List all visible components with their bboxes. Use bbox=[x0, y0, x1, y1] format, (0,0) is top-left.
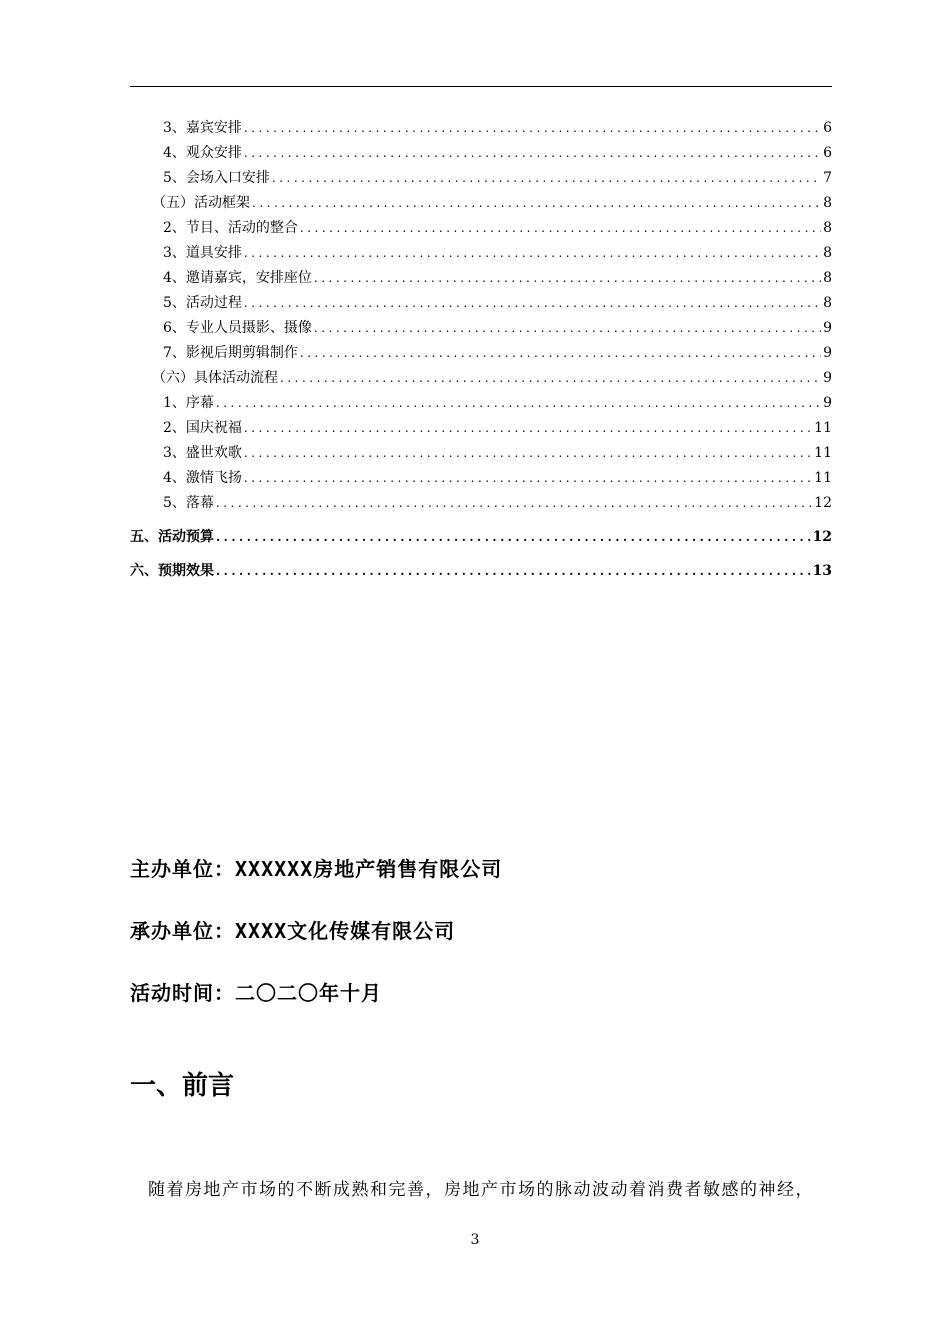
toc-entry-label: （六）具体活动流程 bbox=[152, 370, 278, 386]
toc-entry-page: 12 bbox=[812, 529, 832, 545]
toc-entry[interactable] bbox=[130, 116, 832, 141]
toc-entry[interactable] bbox=[130, 491, 832, 516]
toc-entry[interactable] bbox=[130, 366, 832, 391]
toc-leader-dots bbox=[252, 191, 821, 216]
toc-entry-page: 11 bbox=[814, 420, 832, 436]
header-rule bbox=[130, 86, 832, 87]
toc-entry[interactable] bbox=[130, 266, 832, 291]
toc-leader-dots bbox=[244, 291, 821, 316]
toc-entry-page: 6 bbox=[823, 145, 832, 161]
host-unit: 主办单位：XXXXXX房地产销售有限公司 bbox=[130, 857, 503, 881]
toc-leader-dots bbox=[244, 141, 821, 166]
toc-leader-dots bbox=[244, 116, 821, 141]
toc-entry[interactable] bbox=[130, 391, 832, 416]
toc-entry-page: 8 bbox=[823, 195, 832, 211]
toc-leader-dots bbox=[300, 216, 821, 241]
toc-entry-label: 五、活动预算 bbox=[130, 529, 214, 545]
toc-entry-page: 9 bbox=[823, 345, 832, 361]
page-number: 3 bbox=[470, 1232, 480, 1248]
toc-entry-label: 4、激情飞扬 bbox=[163, 470, 242, 486]
toc-entry-page: 8 bbox=[823, 270, 832, 286]
toc-entry[interactable] bbox=[130, 466, 832, 491]
toc-entry-page: 8 bbox=[823, 295, 832, 311]
toc-leader-dots bbox=[244, 466, 812, 491]
toc-entry-page: 11 bbox=[814, 445, 832, 461]
toc-entry-page: 11 bbox=[814, 470, 832, 486]
toc-leader-dots bbox=[244, 241, 821, 266]
toc-leader-dots bbox=[216, 554, 811, 588]
toc-entry-page: 7 bbox=[823, 170, 832, 186]
toc-entry-label: 7、影视后期剪辑制作 bbox=[163, 345, 298, 361]
toc-entry-page: 12 bbox=[814, 495, 832, 511]
toc-entry[interactable] bbox=[130, 216, 832, 241]
toc-leader-dots bbox=[272, 166, 821, 191]
section-heading: 一、前言 bbox=[130, 1071, 235, 1101]
toc-entry-page: 6 bbox=[823, 120, 832, 136]
toc-leader-dots bbox=[244, 441, 812, 466]
table-of-contents bbox=[130, 116, 832, 588]
event-time: 活动时间：二〇二〇年十月 bbox=[130, 981, 382, 1005]
toc-leader-dots bbox=[314, 266, 821, 291]
toc-entry[interactable] bbox=[130, 191, 832, 216]
toc-entry-label: 六、预期效果 bbox=[130, 563, 214, 579]
toc-entry[interactable] bbox=[130, 241, 832, 266]
toc-entry-label: 2、国庆祝福 bbox=[163, 420, 242, 436]
toc-entry-label: 5、活动过程 bbox=[163, 295, 242, 311]
toc-leader-dots bbox=[314, 316, 821, 341]
toc-entry-page: 9 bbox=[823, 370, 832, 386]
toc-entry[interactable] bbox=[130, 520, 832, 554]
toc-entry-page: 8 bbox=[823, 245, 832, 261]
toc-entry-page: 9 bbox=[823, 320, 832, 336]
toc-entry[interactable] bbox=[130, 441, 832, 466]
toc-entry-label: （五）活动框架 bbox=[152, 195, 250, 211]
toc-entry-label: 1、序幕 bbox=[163, 395, 214, 411]
toc-entry-label: 5、落幕 bbox=[163, 495, 214, 511]
toc-entry-label: 6、专业人员摄影、摄像 bbox=[163, 320, 312, 336]
toc-entry[interactable] bbox=[130, 291, 832, 316]
organizer-unit: 承办单位：XXXX文化传媒有限公司 bbox=[130, 919, 456, 943]
toc-leader-dots bbox=[280, 366, 821, 391]
toc-entry[interactable] bbox=[130, 166, 832, 191]
toc-entry[interactable] bbox=[130, 141, 832, 166]
toc-entry-label: 5、会场入口安排 bbox=[163, 170, 270, 186]
toc-entry-label: 2、节目、活动的整合 bbox=[163, 220, 298, 236]
toc-entry[interactable] bbox=[130, 416, 832, 441]
toc-entry-page: 9 bbox=[823, 395, 832, 411]
toc-entry[interactable] bbox=[130, 316, 832, 341]
toc-entry[interactable] bbox=[130, 341, 832, 366]
toc-entry-page: 8 bbox=[823, 220, 832, 236]
toc-leader-dots bbox=[216, 391, 821, 416]
toc-entry-page: 13 bbox=[812, 563, 832, 579]
toc-entry-label: 3、道具安排 bbox=[163, 245, 242, 261]
toc-entry-label: 3、嘉宾安排 bbox=[163, 120, 242, 136]
toc-entry-label: 3、盛世欢歌 bbox=[163, 445, 242, 461]
toc-entry-label: 4、邀请嘉宾，安排座位 bbox=[163, 270, 312, 286]
toc-entry[interactable] bbox=[130, 554, 832, 588]
toc-entry-label: 4、观众安排 bbox=[163, 145, 242, 161]
toc-leader-dots bbox=[216, 491, 812, 516]
toc-leader-dots bbox=[300, 341, 821, 366]
toc-leader-dots bbox=[244, 416, 812, 441]
toc-leader-dots bbox=[216, 520, 811, 554]
body-paragraph: 随着房地产市场的不断成熟和完善，房地产市场的脉动波动着消费者敏感的神经， bbox=[148, 1180, 814, 1200]
